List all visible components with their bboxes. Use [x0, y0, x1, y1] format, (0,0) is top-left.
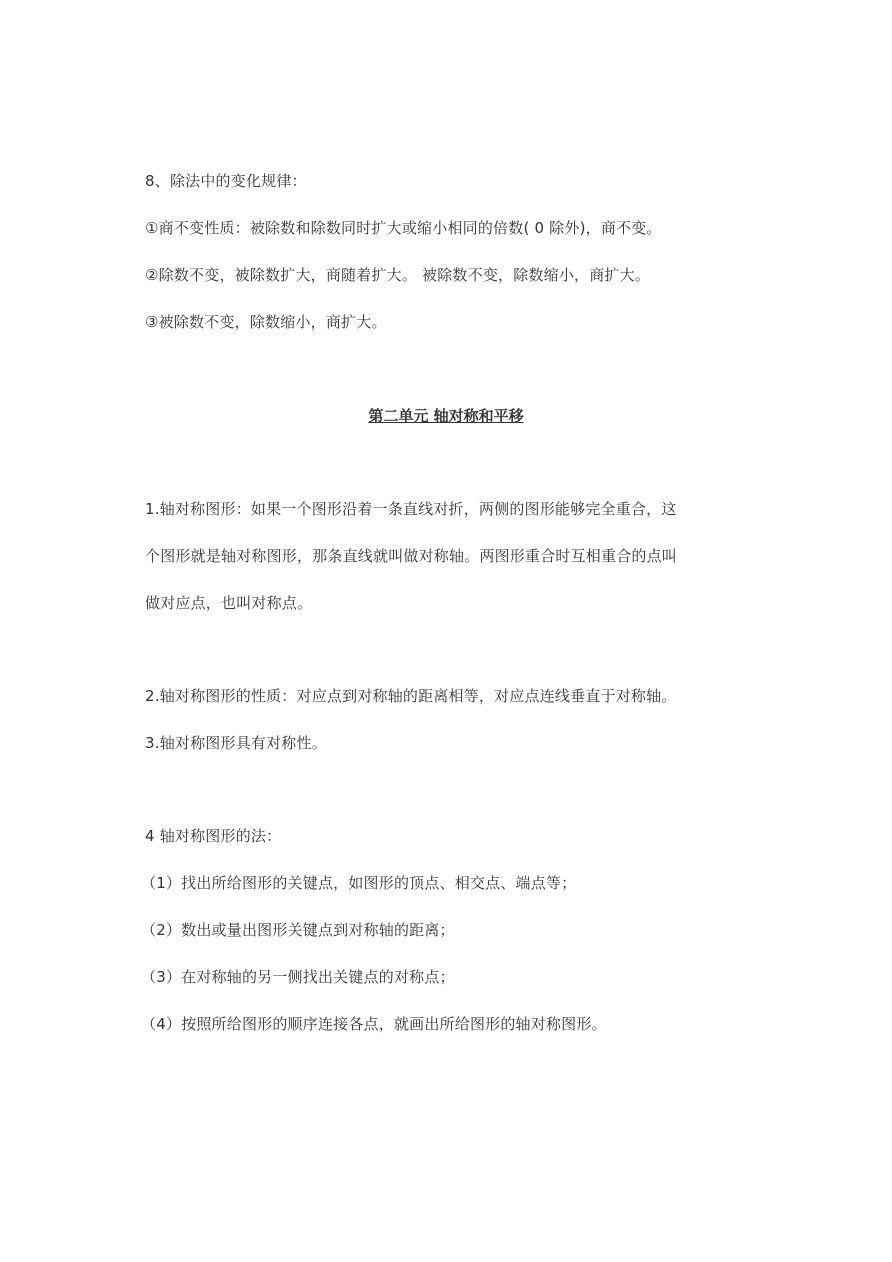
- drawing-step-2: （2）数出或量出图形关键点到对称轴的距离；: [141, 921, 455, 939]
- division-rules-title: 8、除法中的变化规律：: [145, 172, 307, 190]
- symmetry-characteristic: 3.轴对称图形具有对称性。: [145, 734, 327, 752]
- division-rule-1: ①商不变性质：被除数和除数同时扩大或缩小相同的倍数( 0 除外)，商不变。: [145, 219, 662, 237]
- drawing-method-title: 4 轴对称图形的法：: [145, 827, 282, 845]
- drawing-step-3: （3）在对称轴的另一侧找出关键点的对称点；: [141, 968, 455, 986]
- division-rule-2: ②除数不变，被除数扩大，商随着扩大。 被除数不变，除数缩小，商扩大。: [145, 266, 651, 284]
- drawing-step-1: （1）找出所给图形的关键点，如图形的顶点、相交点、端点等；: [141, 874, 577, 892]
- symmetry-definition-line-1: 1.轴对称图形：如果一个图形沿着一条直线对折，两侧的图形能够完全重合，这: [145, 500, 677, 518]
- symmetry-definition-line-2: 个图形就是轴对称图形，那条直线就叫做对称轴。两图形重合时互相重合的点叫: [145, 547, 678, 565]
- symmetry-definition-line-3: 做对应点，也叫对称点。: [145, 594, 313, 612]
- division-rule-3: ③被除数不变，除数缩小，商扩大。: [145, 313, 387, 331]
- unit-heading: 第二单元 轴对称和平移: [368, 407, 524, 425]
- drawing-step-4: （4）按照所给图形的顺序连接各点，就画出所给图形的轴对称图形。: [141, 1015, 607, 1033]
- symmetry-property: 2.轴对称图形的性质：对应点到对称轴的距离相等，对应点连线垂直于对称轴。: [145, 687, 677, 705]
